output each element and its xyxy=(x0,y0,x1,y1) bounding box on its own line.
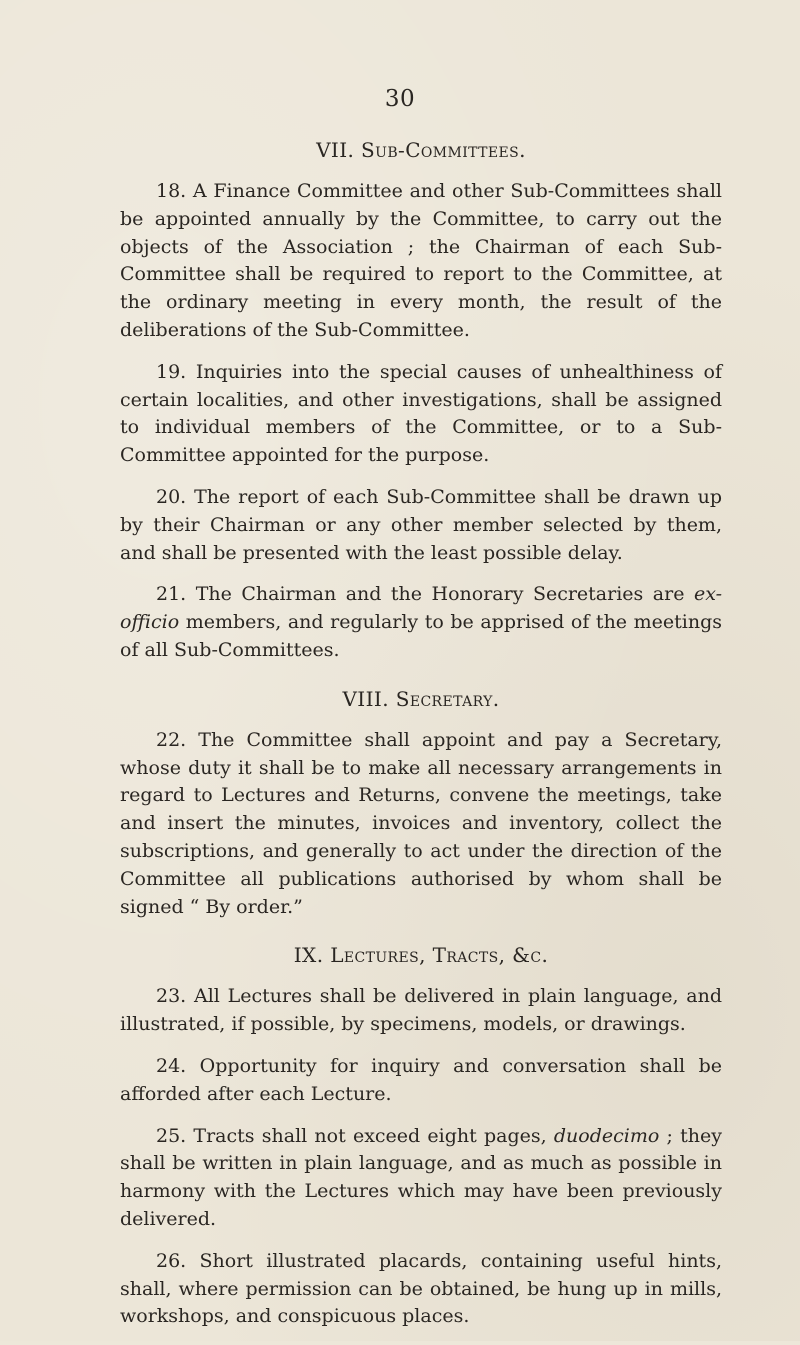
section-heading-lectures-tracts: IX. Lectures, Tracts, &c. xyxy=(293,943,549,968)
rule-18: 18. A Finance Committee and other Sub-Committees shall be appointed annually by the Committee, to carry out the objects of the Association ; the Chairman of each Sub-Committee shall be required to report to the Committee, at the ordinary meeting in every month, the result of the deliberations of the Sub-Committee. xyxy=(120,180,722,341)
rule-23: 23. All Lectures shall be delivered in plain language, and illustrated, if possible, by specimens, models, or drawings. xyxy=(120,985,722,1036)
page-body xyxy=(120,130,722,1345)
rule-25-text-start: 25. Tracts shall not exceed eight pages, xyxy=(156,1124,554,1147)
rule-25-text-end: ; they shall be written in plain language, and as much as possible in harmony with the Lectures which may have been previously delivered. xyxy=(120,1124,722,1230)
rule-20: 20. The report of each Sub-Committee shall be drawn up by their Chairman or any other member selected by them, and shall be presented with the least possible delay. xyxy=(120,485,722,564)
section-heading-sub-committees: VII. Sub-Committees. xyxy=(316,138,526,162)
rule-21 xyxy=(120,581,722,664)
page-number: 30 xyxy=(384,86,416,112)
rule-21-text-start: 21. The Chairman and the Honorary Secretaries are xyxy=(156,583,694,606)
rule-19: 19. Inquiries into the special causes of unhealthiness of certain localities, and other investigations, shall be assigned to individual members of the Committee, or to a Sub-Committee appointed for the purpose. xyxy=(120,360,722,467)
rule-26: 26. Short illustrated placards, containing useful hints, shall, where permission can be obtained, be hung up in mills, workshops, and conspicuous places. xyxy=(120,1249,722,1328)
rule-24: 24. Opportunity for inquiry and conversation shall be afforded after each Lecture. xyxy=(120,1054,722,1105)
rule-22: 22. The Committee shall appoint and pay a Secretary, whose duty it shall be to make all necessary arrangements in regard to Lectures and Returns, convene the meetings, take and insert the minutes, invoices and inventory, collect the subscriptions, and generally to act under the direction of the Committee all publications authorised by whom shall be signed “ By order.” xyxy=(120,728,722,918)
rule-25 xyxy=(120,1123,722,1234)
rule-21-text-end: members, and regularly to be apprised of the meetings of all Sub-Committees. xyxy=(120,611,722,661)
rule-25-italic-term: duodecimo xyxy=(553,1124,660,1147)
section-heading-secretary: VIII. Secretary. xyxy=(342,686,500,711)
rule-21-italic-term: ex-officio xyxy=(120,583,722,634)
